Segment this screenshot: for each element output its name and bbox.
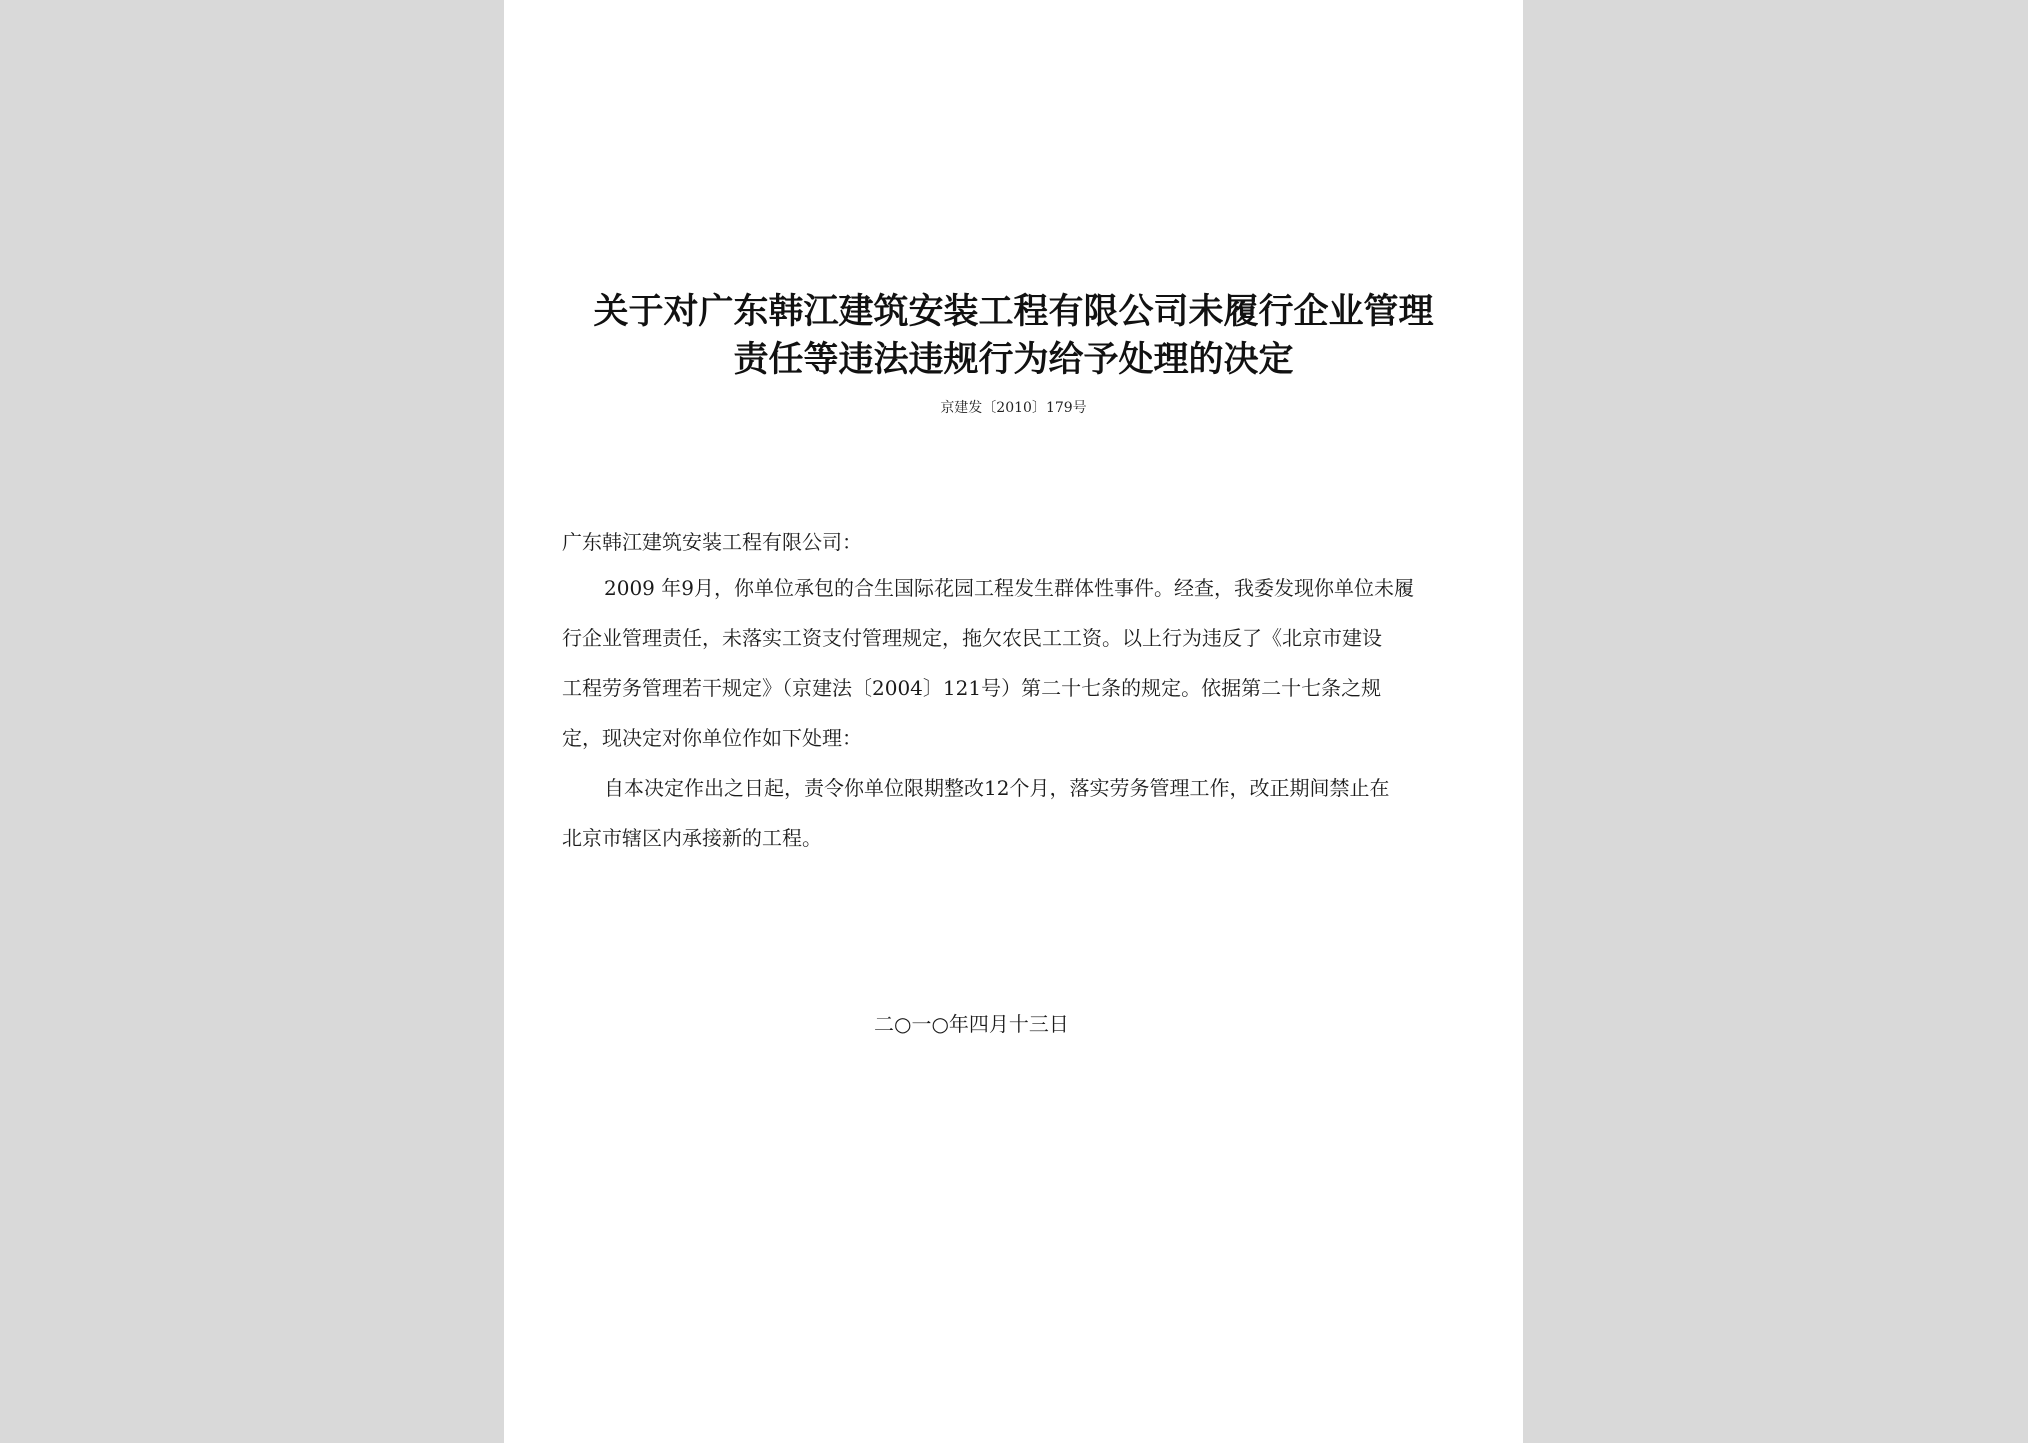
document-page (504, 0, 1523, 1443)
title-line-2: 责任等违法违规行为给予处理的决定 (733, 340, 1294, 380)
paragraph-1-line-1: 2009 年9月，你单位承包的合生国际花园工程发生群体性事件。经查，我委发现你单位未履 (604, 576, 1414, 600)
document-number: 京建发〔2010〕179号 (940, 400, 1087, 416)
document-date: 二○一○年四月十三日 (874, 1012, 1069, 1036)
paragraph-2-line-1: 自本决定作出之日起，责令你单位限期整改12个月，落实劳务管理工作，改正期间禁止在 (604, 776, 1390, 800)
paragraph-2-line-2: 北京市辖区内承接新的工程。 (562, 826, 822, 850)
title-line-1: 关于对广东韩江建筑安装工程有限公司未履行企业管理 (593, 292, 1434, 332)
paragraph-1-line-4: 定，现决定对你单位作如下处理： (562, 726, 862, 750)
paragraph-1-line-3: 工程劳务管理若干规定》（京建法〔2004〕121号）第二十七条的规定。依据第二十七条之规 (562, 676, 1382, 700)
document-title (504, 288, 1523, 384)
addressee: 广东韩江建筑安装工程有限公司： (562, 530, 862, 554)
paragraph-1-line-2: 行企业管理责任，未落实工资支付管理规定，拖欠农民工工资。以上行为违反了《北京市建设 (562, 626, 1382, 650)
